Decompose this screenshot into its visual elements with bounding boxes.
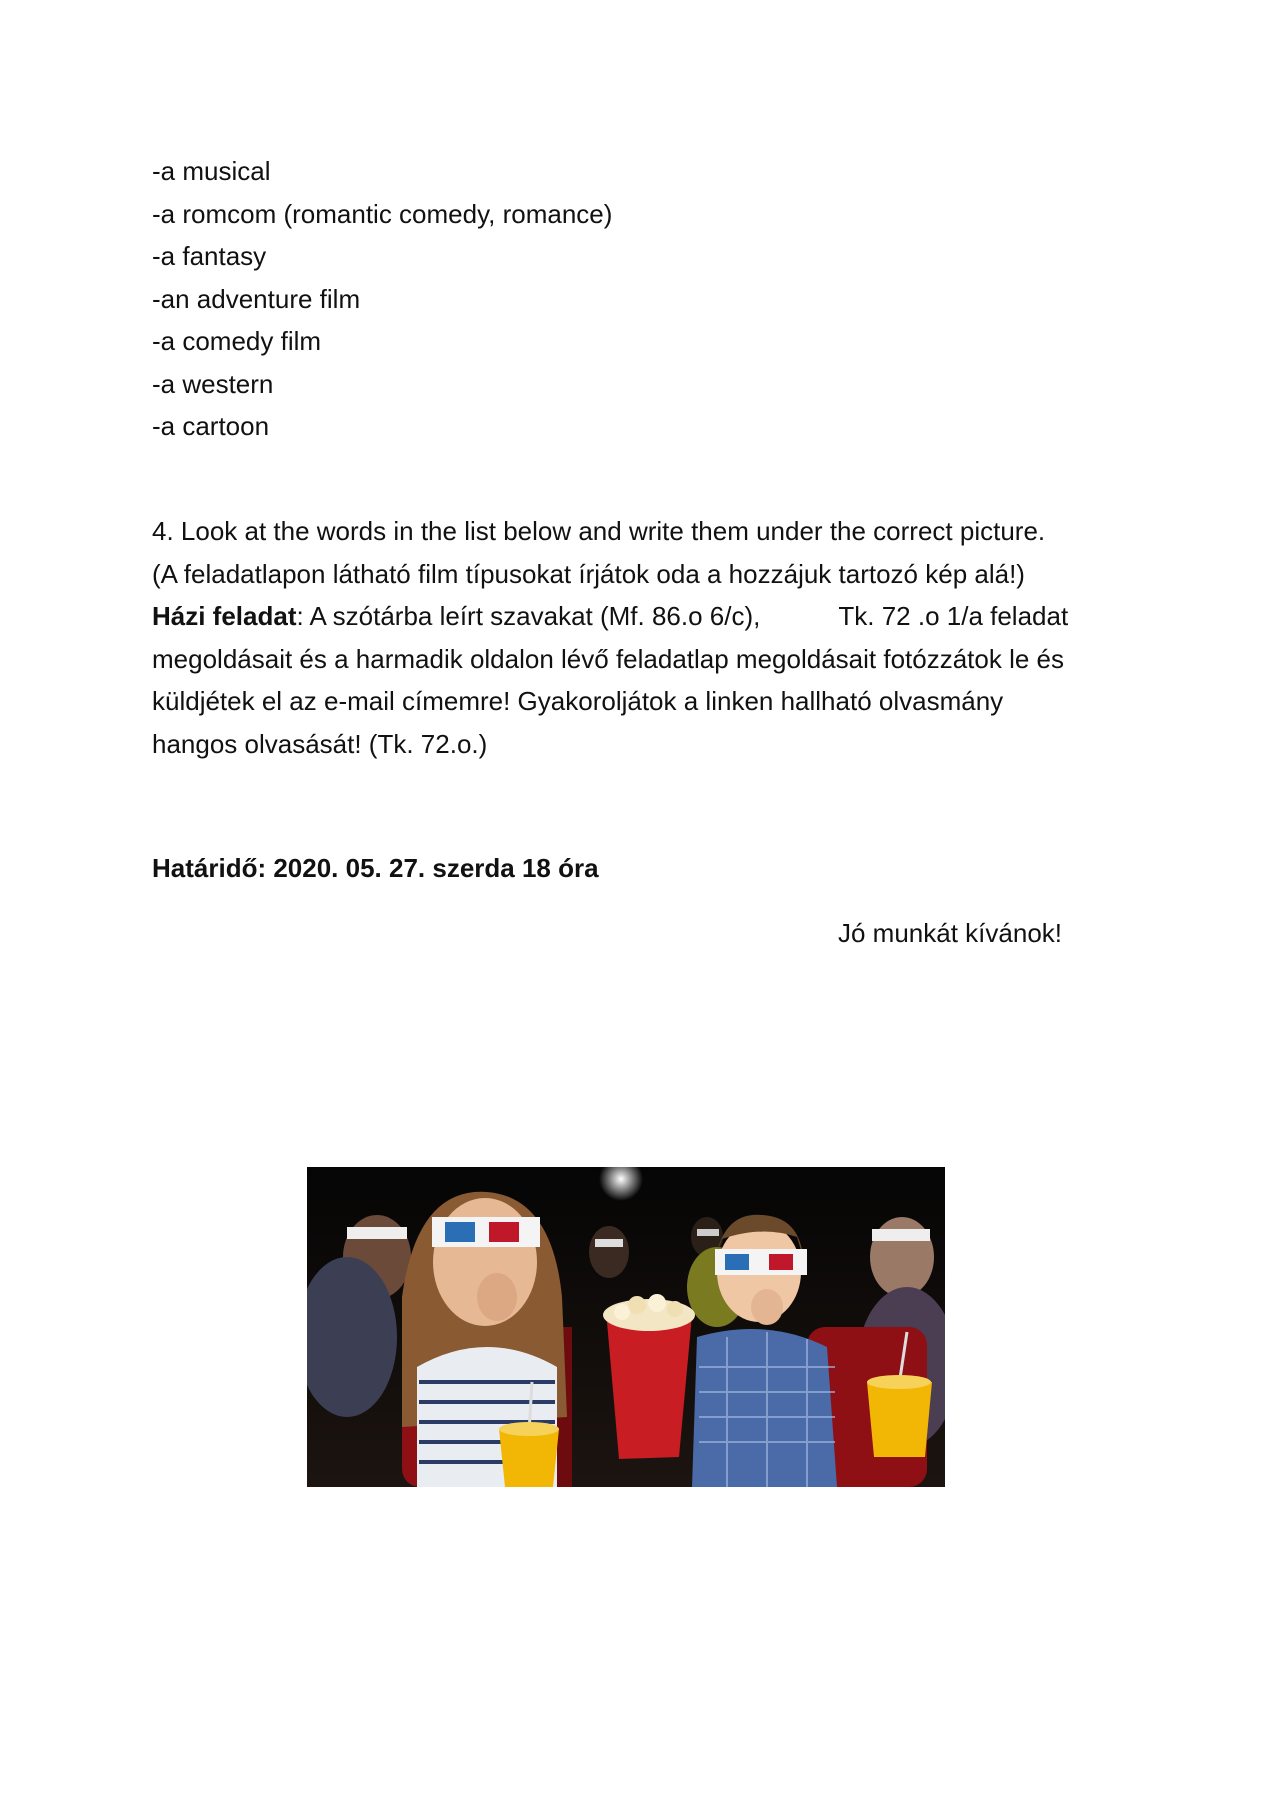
list-item: -a musical (152, 156, 271, 186)
list-item: -an adventure film (152, 283, 361, 314)
homework-label: Házi feladat (152, 601, 297, 631)
homework-line: megoldásait és a harmadik oldalon lévő feladatlap megoldásait fotózzátok le és (152, 643, 1064, 674)
closing-greeting: Jó munkát kívánok! (838, 918, 1062, 948)
list-item: -a fantasy (152, 241, 267, 271)
list-item: -a western (152, 368, 274, 399)
film-type-list (152, 150, 612, 448)
deadline-text: Határidő: 2020. 05. 27. szerda 18 óra (152, 853, 599, 883)
task-instruction: 4. Look at the words in the list below and write them under the correct picture. (152, 516, 1046, 546)
task-paragraph (152, 510, 1132, 765)
homework-text-reference: Tk. 72 .o 1/a feladat (838, 601, 1069, 631)
homework-line: hangos olvasását! (Tk. 72.o.) (152, 728, 488, 759)
cinema-photo-illustration (307, 1167, 945, 1487)
task-instruction-hungarian: (A feladatlapon látható film típusokat írjátok oda a hozzájuk tartozó kép alá!) (152, 558, 1025, 589)
homework-line: küldjétek el az e-mail címemre! Gyakoroljátok a linken hallható olvasmány (152, 686, 1004, 716)
list-item: -a romcom (romantic comedy, romance) (152, 198, 613, 229)
cinema-photo (307, 1167, 945, 1487)
list-item: -a comedy film (152, 326, 322, 356)
list-item: -a cartoon (152, 411, 270, 441)
homework-text: : A szótárba leírt szavakat (Mf. 86.o 6/c), (296, 601, 761, 631)
deadline (152, 847, 599, 890)
homework-line (152, 595, 1132, 638)
